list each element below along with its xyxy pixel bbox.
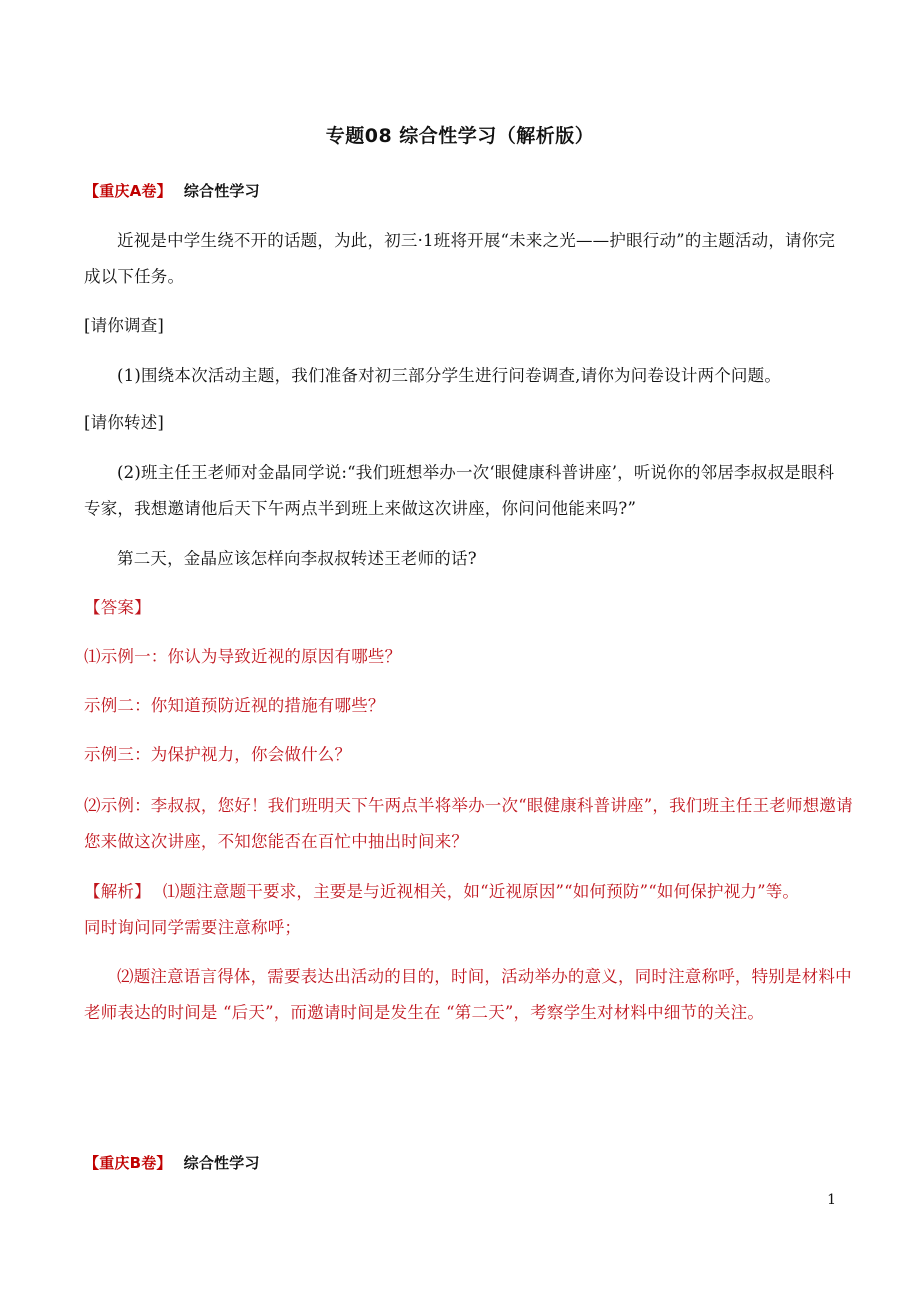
task2-question-line-1: (2)班主任王老师对金晶同学说:“我们班想举办一次‘眼健康科普讲座’，听说你的邻居李叔叔是眼科 <box>117 463 835 482</box>
document-title: 专题08 综合性学习（解析版） <box>325 125 595 147</box>
section-heading-text: 综合性学习 <box>183 182 260 200</box>
section-tag: 【重庆B卷】 <box>84 1154 172 1172</box>
answer-example-3: 示例三：为保护视力，你会做什么？ <box>84 745 352 764</box>
section-heading-text: 综合性学习 <box>183 1154 260 1172</box>
section-tag: 【重庆A卷】 <box>84 182 172 200</box>
answer-example-2: 示例二：你知道预防近视的措施有哪些？ <box>84 696 385 715</box>
answer-item2-line-1: ⑵示例：李叔叔，您好！我们班明天下午两点半将举办一次“眼健康科普讲座”，我们班主任王老师想邀请 <box>84 796 853 815</box>
task2-question-line-2: 专家，我想邀请他后天下午两点半到班上来做这次讲座，你问问他能来吗?” <box>84 499 637 518</box>
analysis-p1-line-1 <box>84 882 799 902</box>
answer-label: 【答案】 <box>84 598 151 617</box>
analysis-p1-line-2: 同时询问同学需要注意称呼； <box>84 918 302 937</box>
task1-question: (1)围绕本次活动主题，我们准备对初三部分学生进行问卷调查,请你为问卷设计两个问题。 <box>117 366 782 385</box>
analysis-p2-line-1: ⑵题注意语言得体，需要表达出活动的目的，时间，活动举办的意义，同时注意称呼，特别是材料中 <box>117 967 852 986</box>
task2-label: [请你转述] <box>84 413 165 432</box>
answer-example-1: ⑴示例一：你认为导致近视的原因有哪些？ <box>84 647 402 666</box>
intro-line-2: 成以下任务。 <box>84 267 185 286</box>
task2-followup: 第二天，金晶应该怎样向李叔叔转述王老师的话? <box>117 549 477 568</box>
task1-label: [请你调查] <box>84 316 165 335</box>
analysis-label: 【解析】 <box>84 882 151 901</box>
analysis-p1-text: ⑴题注意题干要求，主要是与近视相关，如“近视原因”“如何预防”“如何保护视力”等。 <box>162 882 800 901</box>
analysis-p2-line-2: 老师表达的时间是 “后天”，而邀请时间是发生在 “第二天”，考察学生对材料中细节的关注。 <box>84 1003 765 1022</box>
page-number: 1 <box>827 1192 836 1208</box>
intro-line-1: 近视是中学生绕不开的话题，为此，初三·1班将开展“未来之光——护眼行动”的主题活动，请你完 <box>117 231 836 250</box>
section-heading-a <box>84 181 260 201</box>
section-heading-b <box>84 1153 260 1173</box>
answer-item2-line-2: 您来做这次讲座，不知您能否在百忙中抽出时间来？ <box>84 832 469 851</box>
